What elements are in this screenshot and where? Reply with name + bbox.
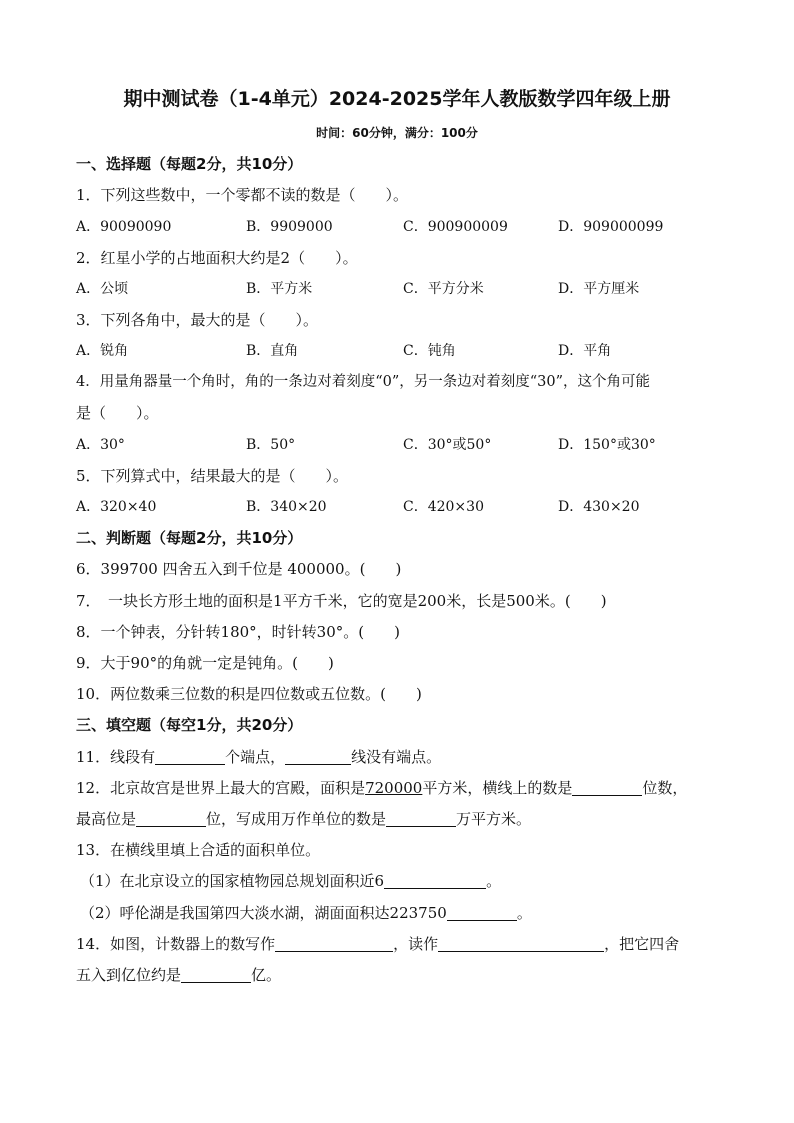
question-9: 9．大于90°的角就一定是钝角。( ) (76, 654, 334, 672)
answer-blank[interactable] (384, 872, 486, 889)
question-10: 10．两位数乘三位数的积是四位数或五位数。( ) (76, 685, 422, 703)
question-4-cont: 是（ ）。 (76, 404, 159, 422)
q4-option-c: C．30°或50° (403, 437, 492, 453)
question-11: 11．线段有 个端点， 线没有端点。 (76, 748, 442, 766)
question-2: 2．红星小学的占地面积大约是2（ ）。 (76, 249, 358, 267)
question-12-cont: 最高位是 位，写成用万作单位的数是 万平方米。 (76, 810, 532, 828)
answer-blank[interactable] (572, 779, 642, 796)
question-12: 12．北京故宫是世界上最大的宫殿，面积是720000平方米，横线上的数是 位数， (76, 779, 688, 797)
question-4: 4．用量角器量一个角时，角的一条边对着刻度“0”，另一条边对着刻度“30”，这个角可能 (76, 374, 651, 390)
answer-blank[interactable] (285, 748, 351, 765)
question-14-cont: 五入到亿位约是 亿。 (76, 966, 282, 984)
question-3: 3．下列各角中，最大的是（ ）。 (76, 311, 319, 329)
answer-blank[interactable] (447, 904, 517, 921)
q2-option-d: D．平方厘米 (558, 281, 640, 297)
q4-option-b: B．50° (246, 437, 296, 453)
q1-option-d: D．909000099 (558, 219, 664, 235)
q3-option-b: B．直角 (246, 343, 299, 359)
question-1: 1．下列这些数中，一个零都不读的数是（ ）。 (76, 186, 409, 204)
q4-option-d: D．150°或30° (558, 437, 656, 453)
q5-option-d: D．430×20 (558, 499, 640, 515)
question-13-part-1: （1）在北京设立的国家植物园总规划面积近6 。 (80, 872, 502, 890)
q2-option-c: C．平方分米 (403, 281, 484, 297)
answer-blank[interactable] (155, 748, 225, 765)
answer-blank[interactable] (181, 966, 251, 983)
question-6: 6．399700 四舍五入到千位是 400000。( ) (76, 560, 402, 578)
section-heading-fill-blank: 三、填空题（每空1分，共20分） (76, 716, 303, 734)
q2-option-b: B．平方米 (246, 281, 313, 297)
q3-option-c: C．钝角 (403, 343, 456, 359)
answer-blank[interactable] (136, 810, 206, 827)
q1-option-b: B．9909000 (246, 219, 333, 235)
question-13: 13．在横线里填上合适的面积单位。 (76, 841, 321, 859)
q3-option-d: D．平角 (558, 343, 612, 359)
exam-info: 时间：60分钟，满分：100分 (316, 126, 478, 140)
section-heading-choice: 一、选择题（每题2分，共10分） (76, 155, 303, 173)
q1-option-c: C．900900009 (403, 219, 508, 235)
q2-option-a: A．公顷 (76, 281, 129, 297)
answer-blank[interactable] (275, 935, 393, 952)
question-5: 5．下列算式中，结果最大的是（ ）。 (76, 467, 349, 485)
answer-blank[interactable] (386, 810, 456, 827)
question-13-part-2: （2）呼伦湖是我国第四大淡水湖，湖面面积达223750 。 (80, 904, 532, 922)
q3-option-a: A．锐角 (76, 343, 129, 359)
question-7: 7． 一块长方形土地的面积是1平方千米，它的宽是200米，长是500米。( ) (76, 592, 607, 610)
q5-option-c: C．420×30 (403, 499, 484, 515)
underlined-number: 720000 (365, 779, 423, 797)
answer-blank[interactable] (438, 935, 604, 952)
page-title: 期中测试卷（1-4单元）2024-2025学年人教版数学四年级上册 (123, 88, 671, 110)
q1-option-a: A．90090090 (76, 219, 172, 235)
q4-option-a: A．30° (76, 437, 125, 453)
question-14: 14．如图，计数器上的数写作 ，读作 ，把它四舍 (76, 935, 680, 953)
q5-option-b: B．340×20 (246, 499, 327, 515)
q5-option-a: A．320×40 (76, 499, 157, 515)
question-8: 8．一个钟表，分针转180°，时针转30°。( ) (76, 623, 400, 641)
section-heading-judgement: 二、判断题（每题2分，共10分） (76, 529, 303, 547)
